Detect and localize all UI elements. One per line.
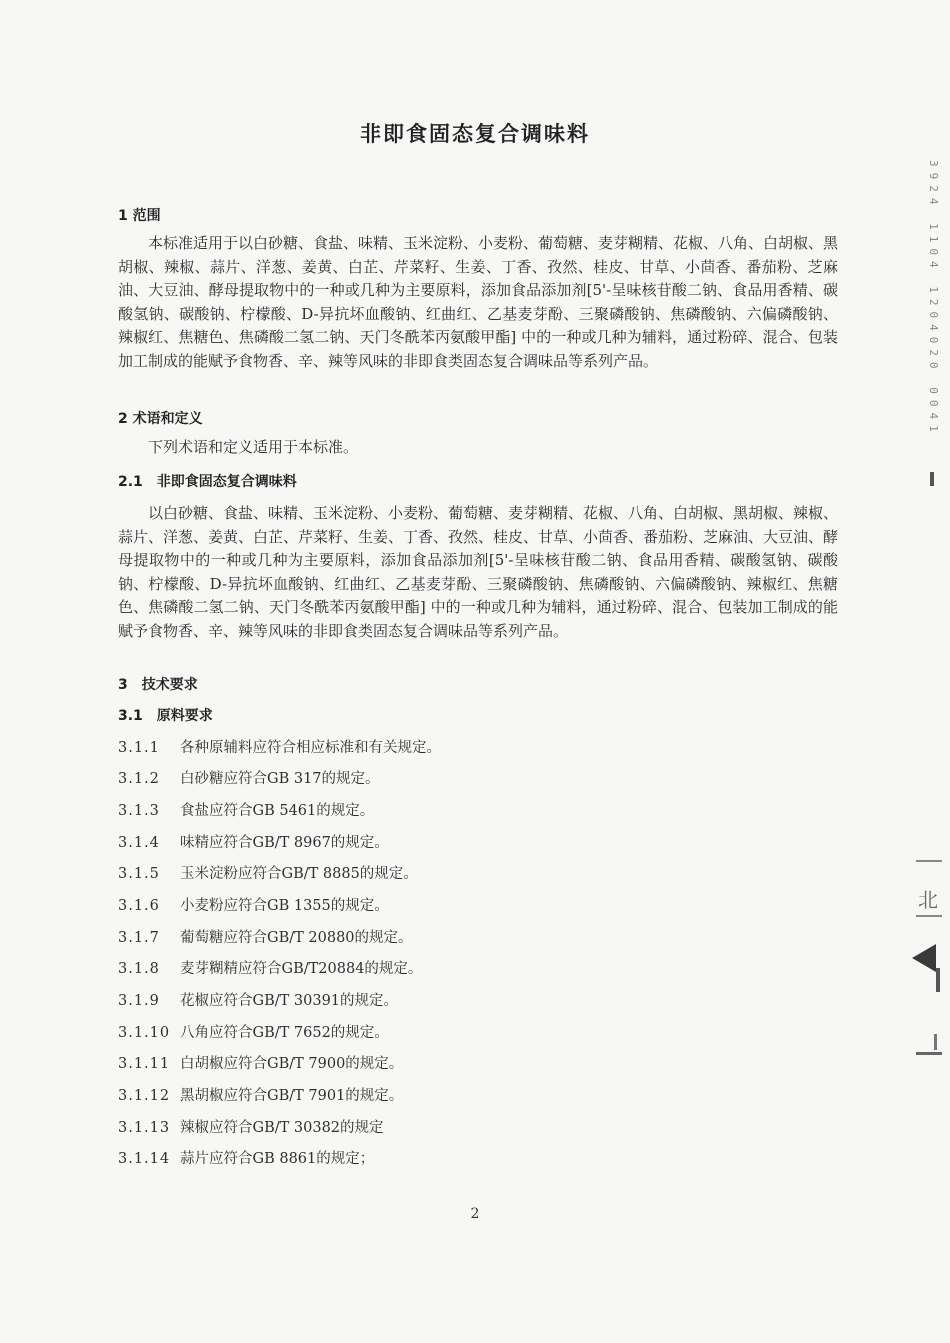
page-number: 2 <box>470 1206 480 1222</box>
requirement-item: 3.1.8 麦芽糊精应符合GB/T20884的规定。 <box>118 961 423 977</box>
requirement-item: 3.1.13 辣椒应符合GB/T 30382的规定 <box>118 1120 384 1136</box>
arrow-left-icon <box>912 944 936 972</box>
requirement-item: 3.1.4 味精应符合GB/T 8967的规定。 <box>118 835 389 851</box>
section-3-1-heading: 3.1 原料要求 <box>118 708 213 724</box>
section-3-heading: 3 技术要求 <box>118 677 198 693</box>
edge-mark <box>916 1052 942 1055</box>
requirement-item: 3.1.12 黑胡椒应符合GB/T 7901的规定。 <box>118 1088 404 1104</box>
requirement-item: 3.1.11 白胡椒应符合GB/T 7900的规定。 <box>118 1056 404 1072</box>
requirement-item: 3.1.9 花椒应符合GB/T 30391的规定。 <box>118 993 399 1009</box>
edge-mark <box>936 968 940 992</box>
section-2-heading: 2 术语和定义 <box>118 411 203 427</box>
document-title: 非即食固态复合调味料 <box>360 122 590 146</box>
requirement-item: 3.1.2 白砂糖应符合GB 317的规定。 <box>118 771 380 787</box>
section-1-body: 本标准适用于以白砂糖、食盐、味精、玉米淀粉、小麦粉、葡萄糖、麦芽糊精、花椒、八角、白胡椒、黑胡椒、辣椒、蒜片、洋葱、姜黄、白芷、芹菜籽、生姜、丁香、孜然、桂皮、甘草、小茴香、番茄粉、芝麻油、大豆油、酵母提取物中的一种或几种为主要原料，添加食品添加剂[5'-呈味核苷酸二钠、食品用香精、碳酸氢钠、碳酸钠、柠檬酸、D-异抗坏血酸钠、红曲红、乙基麦芽酚、三聚磷酸钠、焦磷酸钠、六偏磷酸钠、辣椒红、焦糖色、焦磷酸二氢二钠、天门冬酰苯丙氨酸甲酯] 中的一种或几种为辅料，通过粉碎、混合、包装加工制成的能赋予食物香、辛、辣等风味的非即食类固态复合调味品等系列产品。 <box>118 234 839 370</box>
requirement-item: 3.1.5 玉米淀粉应符合GB/T 8885的规定。 <box>118 866 418 882</box>
requirement-item: 3.1.3 食盐应符合GB 5461的规定。 <box>118 803 375 819</box>
requirement-item: 3.1.1 各种原辅料应符合相应标准和有关规定。 <box>118 740 441 756</box>
requirement-item: 3.1.6 小麦粉应符合GB 1355的规定。 <box>118 898 389 914</box>
requirement-item: 3.1.7 葡萄糖应符合GB/T 20880的规定。 <box>118 930 413 946</box>
margin-label: 北 <box>918 888 938 912</box>
section-2-1-body: 以白砂糖、食盐、味精、玉米淀粉、小麦粉、葡萄糖、麦芽糊精、花椒、八角、白胡椒、黑胡椒、辣椒、蒜片、洋葱、姜黄、白芷、芹菜籽、生姜、丁香、孜然、桂皮、甘草、小茴香、番茄粉、芝麻油、大豆油、酵母提取物中的一种或几种为主要原料，添加食品添加剂[5'-呈味核苷酸二钠、食品用香精、碳酸氢钠、碳酸钠、柠檬酸、D-异抗坏血酸钠、红曲红、乙基麦芽酚、三聚磷酸钠、焦磷酸钠、六偏磷酸钠、辣椒红、焦糖色、焦磷酸二氢二钠、天门冬酰苯丙氨酸甲酯] 中的一种或几种为辅料，通过粉碎、混合、包装加工制成的能赋予食物香、辛、辣等风味的非即食类固态复合调味品等系列产品。 <box>118 504 839 640</box>
edge-mark <box>916 915 942 917</box>
requirement-item: 3.1.14 蒜片应符合GB 8861的规定； <box>118 1151 375 1167</box>
section-2-1-heading: 2.1 非即食固态复合调味料 <box>118 474 297 490</box>
section-2-body: 下列术语和定义适用于本标准。 <box>148 438 359 456</box>
margin-stamp-text: 3924 1104 1204020 0041 <box>927 160 940 438</box>
requirement-item: 3.1.10 八角应符合GB/T 7652的规定。 <box>118 1025 389 1041</box>
edge-mark <box>930 472 934 486</box>
edge-mark <box>916 860 942 862</box>
section-1-heading: 1 范围 <box>118 208 161 224</box>
edge-mark <box>934 1034 937 1050</box>
